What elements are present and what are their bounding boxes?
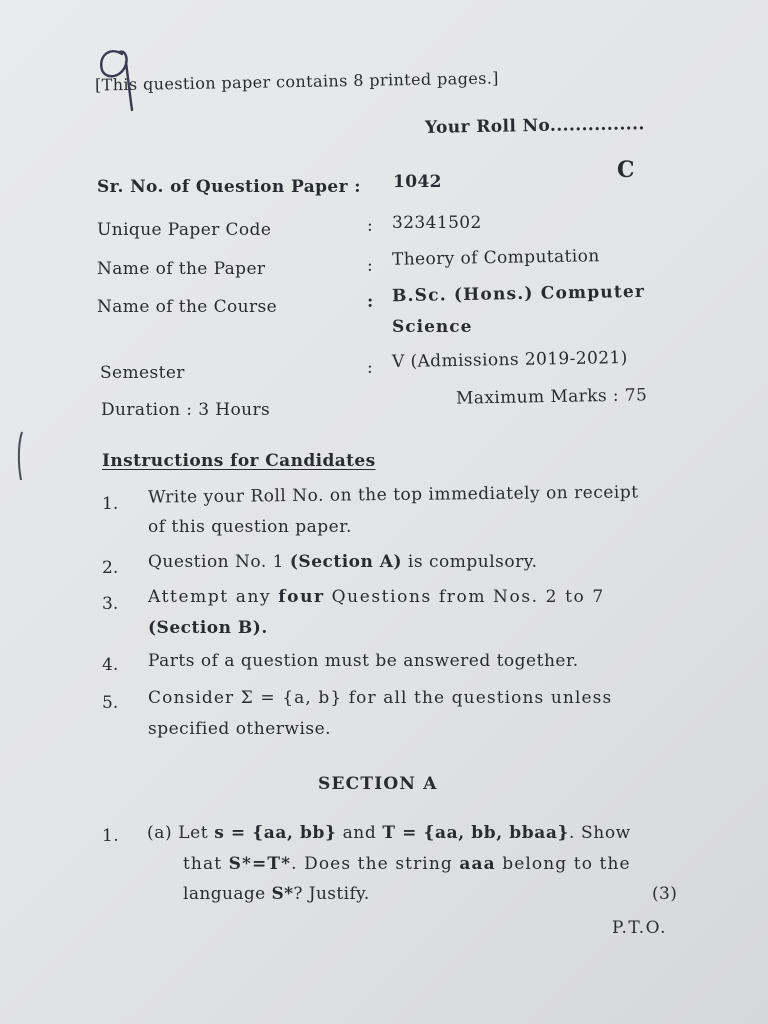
roll-number-field: Your Roll No............... — [424, 114, 645, 138]
instruction-4-line1: Parts of a question must be answered together. — [148, 651, 579, 671]
duration: Duration : 3 Hours — [101, 400, 271, 420]
instruction-5-line1: Consider Σ = {a, b} for all the questions unless — [148, 688, 613, 708]
semester-value: V (Admissions 2019-2021) — [391, 347, 628, 373]
instruction-number: 1. — [102, 494, 119, 514]
question-1a-marks: (3) — [652, 884, 678, 904]
instruction-number: 3. — [102, 594, 119, 614]
semester-label: Semester — [100, 363, 185, 383]
instruction-2-line1: Question No. 1 (Section A) is compulsory. — [148, 552, 538, 572]
course-value-line2: Science — [392, 317, 473, 337]
semester-colon: : — [367, 358, 374, 378]
upc-colon: : — [367, 216, 374, 236]
maximum-marks: Maximum Marks : 75 — [455, 385, 648, 409]
instruction-3-line1: Attempt any four Questions from Nos. 2 to 7 — [148, 587, 605, 607]
question-1a-line1: (a) Let s = {aa, bb} and T = {aa, bb, bbaa}. Show — [147, 823, 631, 843]
upc-value: 32341502 — [392, 213, 482, 233]
instructions-heading: Instructions for Candidates — [102, 451, 376, 471]
instruction-1-line2: of this question paper. — [148, 517, 352, 537]
instruction-5-line2: specified otherwise. — [148, 719, 332, 739]
serial-value: 1042 — [393, 172, 442, 192]
paper-name-label: Name of the Paper — [97, 259, 266, 279]
instruction-1-line1: Write your Roll No. on the top immediately on receipt — [147, 482, 639, 508]
course-label: Name of the Course — [97, 297, 278, 317]
course-value-line1: B.Sc. (Hons.) Computer — [391, 281, 646, 307]
set-letter: C — [617, 157, 635, 183]
pto-label: P.T.O. — [612, 918, 667, 938]
instruction-number: 4. — [102, 655, 119, 675]
instruction-number: 5. — [102, 693, 119, 713]
paper-name-value: Theory of Computation — [391, 246, 600, 270]
question-1a-line2: that S*=T*. Does the string aaa belong to the — [183, 854, 631, 874]
question-1a-line3: language S*? Justify. — [183, 884, 370, 904]
question-number: 1. — [102, 826, 120, 846]
paper-name-colon: : — [367, 256, 374, 276]
section-a-heading: SECTION A — [318, 774, 438, 794]
margin-pen-mark — [12, 430, 26, 482]
printed-pages-note: [This question paper contains 8 printed pages.] — [94, 68, 500, 95]
course-colon: : — [367, 292, 374, 312]
upc-label: Unique Paper Code — [97, 220, 272, 240]
serial-label: Sr. No. of Question Paper : — [97, 177, 361, 197]
instruction-number: 2. — [102, 558, 119, 578]
instruction-3-line2: (Section B). — [148, 618, 268, 638]
